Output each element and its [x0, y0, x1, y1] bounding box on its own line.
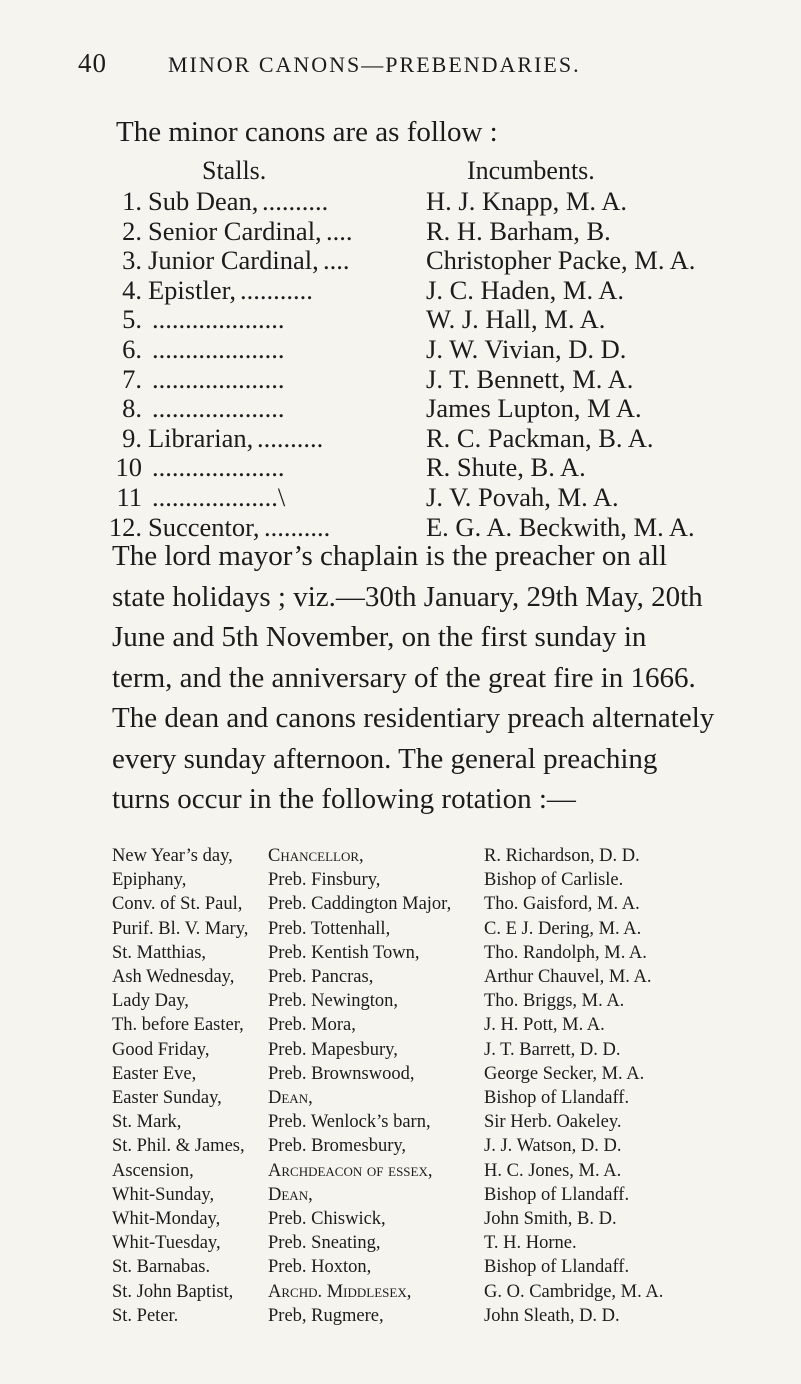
leader-dots: .......... — [257, 422, 324, 453]
rotation-row — [112, 1088, 792, 1112]
preaching-office: Preb. Kentish Town, — [268, 942, 420, 963]
stall-name: Librarian, — [148, 422, 254, 453]
paragraph-line: The lord mayor’s chaplain is the preacher on all — [112, 540, 668, 572]
rotation-row — [112, 1306, 792, 1330]
stall-number: 6. — [122, 334, 142, 364]
preaching-office: Preb. Caddington Major, — [268, 894, 452, 915]
rotation-row — [112, 967, 792, 991]
page-number: 40 — [78, 48, 107, 78]
office-holder: G. O. Cambridge, M. A. — [484, 1281, 664, 1302]
feast-day: Lady Day, — [112, 991, 189, 1012]
office-holder: Bishop of Carlisle. — [484, 870, 624, 891]
preaching-office: Preb. Hoxton, — [268, 1257, 372, 1278]
rotation-row — [112, 1112, 792, 1136]
rotation-row — [112, 1257, 792, 1281]
office-holder: C. E J. Dering, M. A. — [484, 918, 642, 939]
stall-name: Senior Cardinal, — [148, 215, 322, 246]
leader-dots: ...................\ — [152, 482, 286, 512]
stall-incumbent: R. H. Barham, B. — [426, 215, 611, 246]
preaching-office: Preb. Wenlock’s barn, — [268, 1112, 431, 1133]
stall-name: Sub Dean, — [148, 186, 259, 216]
preaching-office: Archd. Middlesex, — [268, 1281, 412, 1302]
feast-day: Th. before Easter, — [112, 1015, 244, 1036]
preaching-office: Preb, Rugmere, — [268, 1305, 384, 1326]
feast-day: Conv. of St. Paul, — [112, 894, 243, 915]
feast-day: St. Barnabas. — [112, 1257, 211, 1278]
stall-incumbent: Christopher Packe, M. A. — [426, 245, 696, 276]
stall-number: 1. — [122, 186, 142, 216]
rotation-row — [112, 991, 792, 1015]
leader-dots: .................... — [152, 452, 285, 483]
preaching-office: Preb. Chiswick, — [268, 1209, 386, 1229]
rotation-row — [112, 943, 792, 967]
office-holder: Bishop of Llandaff. — [484, 1257, 630, 1278]
paragraph-line: turns occur in the following rotation :— — [112, 783, 576, 815]
stalls-column-header: Stalls. — [202, 156, 267, 185]
office-holder: J. J. Watson, D. D. — [484, 1136, 622, 1157]
feast-day: St. Matthias, — [112, 942, 207, 963]
stall-incumbent: J. T. Bennett, M. A. — [426, 363, 634, 394]
office-holder: Tho. Randolph, M. A. — [484, 942, 647, 963]
feast-day: Ascension, — [112, 1160, 194, 1181]
running-title: MINOR CANONS—PREBENDARIES. — [168, 52, 581, 77]
office-holder: Arthur Chauvel, M. A. — [484, 967, 652, 987]
rotation-row — [112, 1161, 792, 1185]
rotation-row — [112, 1064, 792, 1088]
paragraph-line: every sunday afternoon. The general preaching — [112, 742, 658, 775]
feast-day: St. John Baptist, — [112, 1281, 234, 1302]
office-holder: Sir Herb. Oakeley. — [484, 1112, 622, 1133]
stall-number: 11 — [116, 482, 142, 512]
paragraph-line: state holidays ; viz.—30th January, 29th May, 20th — [112, 580, 703, 613]
stall-incumbent: H. J. Knapp, M. A. — [426, 186, 627, 216]
feast-day: St. Phil. & James, — [112, 1136, 245, 1157]
stall-number: 3. — [122, 245, 142, 276]
feast-day: St. Mark, — [112, 1112, 182, 1133]
leader-dots: .... — [323, 245, 350, 276]
rotation-row — [112, 1233, 792, 1257]
feast-day: Ash Wednesday, — [112, 967, 235, 987]
preaching-office: Dean, — [268, 1088, 313, 1108]
preaching-office: Preb. Finsbury, — [268, 870, 381, 891]
rotation-row — [112, 1282, 792, 1306]
preaching-office: Preb. Sneating, — [268, 1233, 381, 1254]
stall-number: 8. — [122, 393, 142, 424]
leader-dots: .......... — [264, 511, 331, 542]
feast-day: Epiphany, — [112, 870, 187, 891]
intro-line: The minor canons are as follow : — [116, 116, 498, 148]
stall-number: 2. — [122, 215, 142, 246]
leader-dots: .................... — [152, 334, 285, 364]
preaching-office: Chancellor, — [268, 846, 364, 866]
leader-dots: ........... — [240, 274, 313, 305]
office-holder: Tho. Gaisford, M. A. — [484, 894, 640, 915]
rotation-row — [112, 1136, 792, 1160]
stall-incumbent: E. G. A. Beckwith, M. A. — [426, 511, 695, 542]
office-holder: R. Richardson, D. D. — [484, 846, 640, 866]
office-holder: Bishop of Llandaff. — [484, 1088, 630, 1108]
office-holder: John Sleath, D. D. — [484, 1305, 620, 1326]
stall-incumbent: James Lupton, M A. — [426, 393, 642, 424]
preaching-office: Archdeacon of essex, — [268, 1160, 433, 1181]
feast-day: Easter Sunday, — [112, 1088, 222, 1108]
preaching-office: Preb. Pancras, — [268, 967, 374, 987]
stall-incumbent: J. C. Haden, M. A. — [426, 274, 625, 305]
feast-day: Whit-Tuesday, — [112, 1233, 221, 1254]
paragraph-line: term, and the anniversary of the great fire in 1666. — [112, 661, 696, 694]
feast-day: Whit-Monday, — [112, 1209, 221, 1229]
stall-name: Epistler, — [148, 274, 236, 305]
preaching-office: Preb. Bromesbury, — [268, 1136, 407, 1157]
preaching-office: Preb. Tottenhall, — [268, 918, 391, 939]
stall-incumbent: W. J. Hall, M. A. — [426, 304, 606, 335]
stall-incumbent: J. V. Povah, M. A. — [426, 482, 619, 512]
leader-dots: .................... — [152, 393, 285, 424]
stall-number: 4. — [122, 274, 142, 305]
stall-number: 5. — [122, 304, 142, 335]
feast-day: Easter Eve, — [112, 1063, 197, 1084]
office-holder: John Smith, B. D. — [484, 1209, 617, 1229]
preaching-office: Preb. Newington, — [268, 991, 398, 1012]
leader-dots: .... — [326, 215, 353, 246]
feast-day: Good Friday, — [112, 1039, 210, 1060]
office-holder: Tho. Briggs, M. A. — [484, 991, 625, 1012]
paragraph-line: June and 5th November, on the first sunday in — [112, 621, 647, 653]
rotation-row — [112, 846, 792, 870]
rotation-row — [112, 1040, 792, 1064]
paragraph-line: The dean and canons residentiary preach alternately — [112, 702, 715, 734]
rotation-row — [112, 1209, 792, 1233]
leader-dots: .................... — [152, 363, 285, 394]
leader-dots: .................... — [152, 304, 285, 335]
stall-number: 12. — [108, 511, 142, 542]
stall-number: 7. — [122, 363, 142, 394]
rotation-row — [112, 919, 792, 943]
stall-incumbent: R. C. Packman, B. A. — [426, 422, 654, 453]
preaching-office: Dean, — [268, 1184, 313, 1205]
preaching-office: Preb. Brownswood, — [268, 1063, 415, 1084]
preaching-office: Preb. Mora, — [268, 1015, 356, 1036]
feast-day: St. Peter. — [112, 1305, 179, 1326]
rotation-row — [112, 1015, 792, 1039]
rotation-row — [112, 894, 792, 918]
office-holder: H. C. Jones, M. A. — [484, 1160, 622, 1181]
rotation-row — [112, 1185, 792, 1209]
stall-number: 10 — [115, 452, 142, 483]
stall-name: Succentor, — [148, 511, 260, 542]
feast-day: New Year’s day, — [112, 846, 233, 866]
stall-incumbent: R. Shute, B. A. — [426, 452, 586, 483]
rotation-paragraph — [112, 536, 762, 820]
stall-incumbent: J. W. Vivian, D. D. — [426, 334, 627, 364]
incumbents-column-header: Incumbents. — [467, 156, 595, 185]
feast-day: Purif. Bl. V. Mary, — [112, 918, 249, 939]
office-holder: T. H. Horne. — [484, 1233, 577, 1254]
stall-number: 9. — [122, 422, 142, 453]
feast-day: Whit-Sunday, — [112, 1184, 215, 1205]
running-head — [78, 48, 698, 79]
office-holder: George Secker, M. A. — [484, 1063, 645, 1084]
leader-dots: .......... — [262, 186, 329, 216]
stall-name: Junior Cardinal, — [148, 245, 319, 276]
office-holder: J. T. Barrett, D. D. — [484, 1039, 621, 1060]
preaching-office: Preb. Mapesbury, — [268, 1039, 398, 1060]
office-holder: J. H. Pott, M. A. — [484, 1015, 605, 1036]
rotation-row — [112, 870, 792, 894]
office-holder: Bishop of Llandaff. — [484, 1184, 630, 1205]
